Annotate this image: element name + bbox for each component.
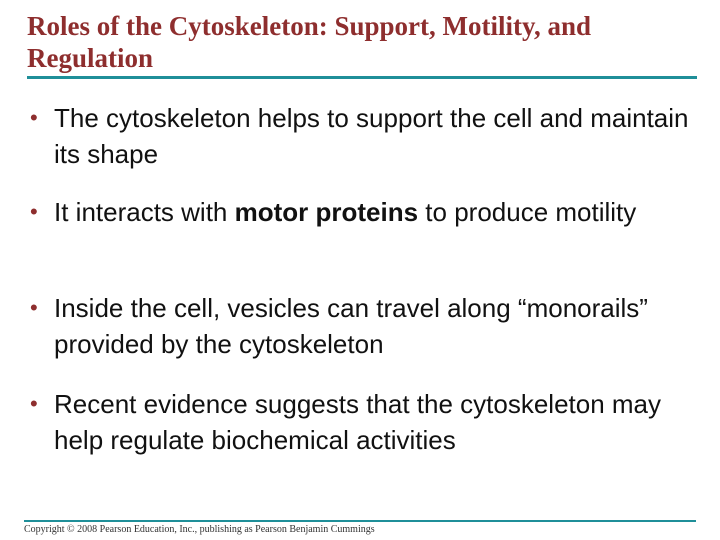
bullet-icon: • — [30, 199, 38, 224]
bullet-item — [30, 386, 690, 458]
bullet-text: Recent evidence suggests that the cytoskeleton may help regulate biochemical activities — [54, 389, 662, 455]
slide-title: Roles of the Cytoskeleton: Support, Motility, and Regulation — [27, 11, 592, 73]
bullet-icon: • — [30, 391, 38, 416]
bullet-text: Inside the cell, vesicles can travel along “monorails” provided by the cytoskeleton — [54, 293, 648, 359]
emphasized-term: motor proteins — [234, 197, 419, 227]
bullet-item — [30, 290, 690, 362]
bullet-item — [30, 194, 690, 230]
bullet-text-after: to produce motility — [418, 197, 637, 227]
copyright-footer: Copyright © 2008 Pearson Education, Inc., publishing as Pearson Benjamin Cummings — [24, 524, 375, 535]
bullet-text-before: It interacts with — [54, 197, 235, 227]
bullet-item — [30, 100, 690, 172]
bullet-text: The cytoskeleton helps to support the cell and maintain its shape — [54, 103, 689, 169]
bullet-text — [54, 194, 690, 230]
footer-divider — [24, 520, 696, 522]
bullet-icon: • — [30, 295, 38, 320]
bullet-icon: • — [30, 105, 38, 130]
